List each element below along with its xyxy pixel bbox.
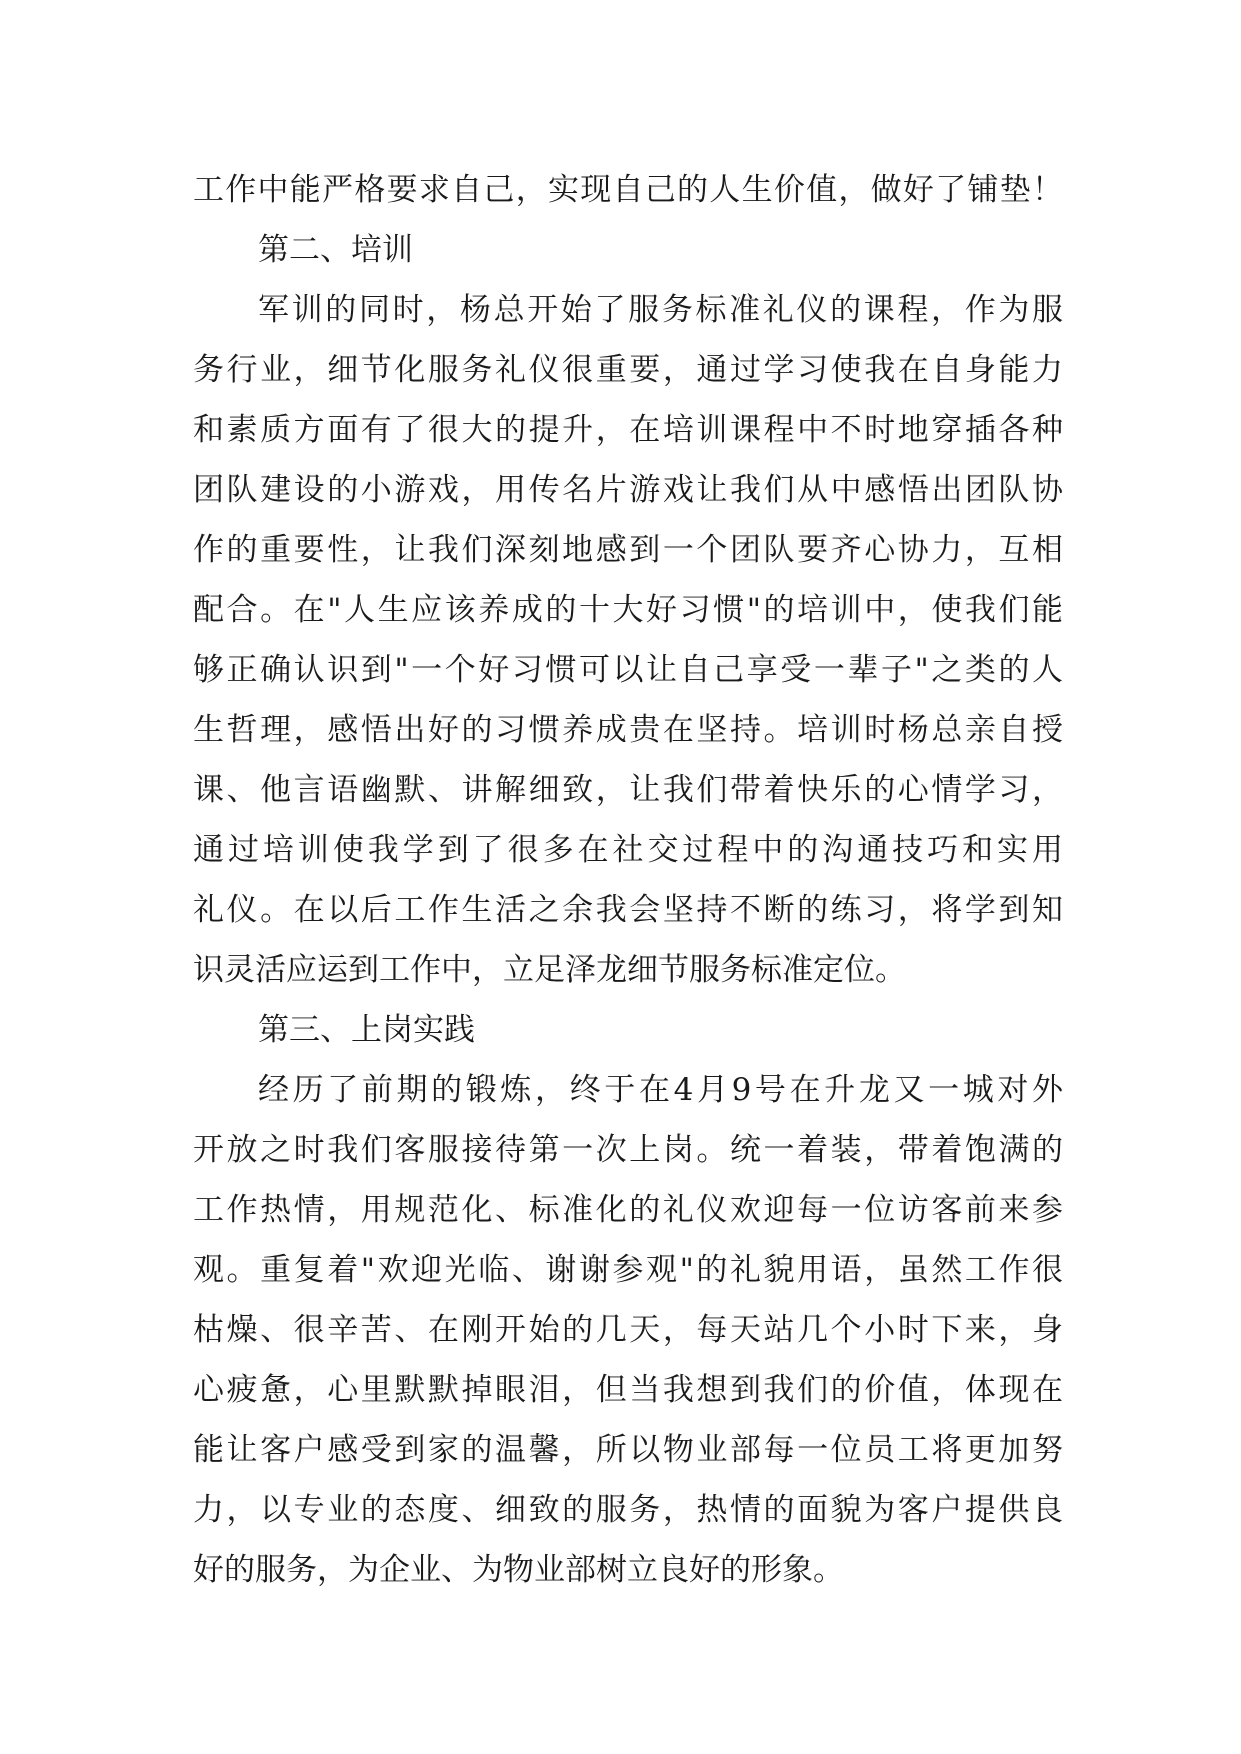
section-heading-training: 第二、培训 — [258, 232, 413, 268]
paragraph-line: 够正确认识到"一个好习惯可以让自己享受一辈子"之类的人 — [193, 652, 1063, 688]
paragraph-line: 礼仪。在以后工作生活之余我会坚持不断的练习，将学到知 — [193, 892, 1063, 928]
paragraph-line: 枯燥、很辛苦、在刚开始的几天，每天站几个小时下来，身 — [193, 1312, 1063, 1348]
paragraph-line: 军训的同时，杨总开始了服务标准礼仪的课程，作为服 — [258, 292, 1063, 328]
paragraph-line: 课、他言语幽默、讲解细致，让我们带着快乐的心情学习， — [193, 772, 1063, 808]
section-heading-on-duty-practice: 第三、上岗实践 — [258, 1012, 475, 1048]
paragraph-line: 务行业，细节化服务礼仪很重要，通过学习使我在自身能力 — [193, 352, 1063, 388]
paragraph-line: 力，以专业的态度、细致的服务，热情的面貌为客户提供良 — [193, 1492, 1063, 1528]
paragraph-line: 生哲理，感悟出好的习惯养成贵在坚持。培训时杨总亲自授 — [193, 712, 1063, 748]
paragraph-line: 工作中能严格要求自己，实现自己的人生价值，做好了铺垫！ — [193, 172, 1063, 208]
paragraph-line: 开放之时我们客服接待第一次上岗。统一着装，带着饱满的 — [193, 1132, 1063, 1168]
paragraph-line: 经历了前期的锻炼，终于在4月9号在升龙又一城对外 — [258, 1072, 1063, 1108]
paragraph-line: 和素质方面有了很大的提升，在培训课程中不时地穿插各种 — [193, 412, 1063, 448]
paragraph-line: 心疲惫，心里默默掉眼泪，但当我想到我们的价值，体现在 — [193, 1372, 1063, 1408]
paragraph-line: 识灵活应运到工作中，立足泽龙细节服务标准定位。 — [193, 952, 906, 988]
paragraph-line: 能让客户感受到家的温馨，所以物业部每一位员工将更加努 — [193, 1432, 1063, 1468]
paragraph-line: 通过培训使我学到了很多在社交过程中的沟通技巧和实用 — [193, 832, 1063, 868]
paragraph-line: 工作热情，用规范化、标准化的礼仪欢迎每一位访客前来参 — [193, 1192, 1063, 1228]
paragraph-line: 配合。在"人生应该养成的十大好习惯"的培训中，使我们能 — [193, 592, 1063, 628]
paragraph-line: 团队建设的小游戏，用传名片游戏让我们从中感悟出团队协 — [193, 472, 1063, 508]
paragraph-line: 观。重复着"欢迎光临、谢谢参观"的礼貌用语，虽然工作很 — [193, 1252, 1063, 1288]
paragraph-line: 作的重要性，让我们深刻地感到一个团队要齐心协力，互相 — [193, 532, 1063, 568]
paragraph-line: 好的服务，为企业、为物业部树立良好的形象。 — [193, 1552, 844, 1588]
